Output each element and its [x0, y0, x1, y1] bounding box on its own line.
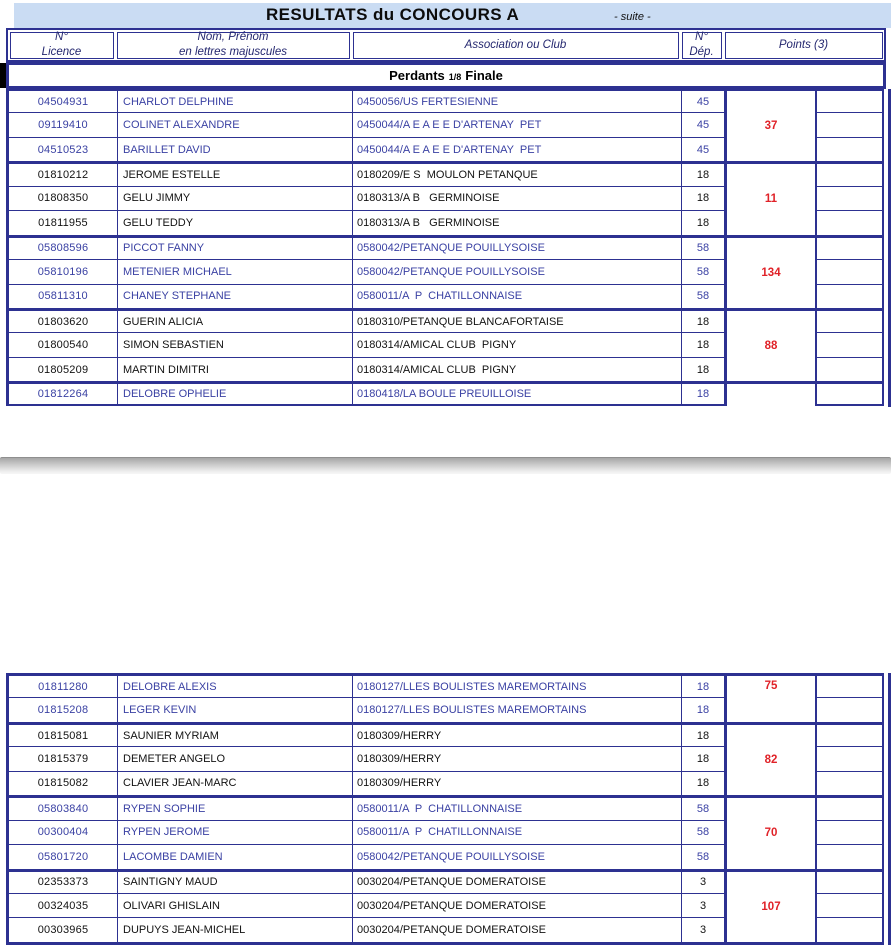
licence-cell: 01812264 — [37, 387, 89, 400]
club-cell: 0180313/A B GERMINOISE — [352, 187, 681, 210]
table-row — [9, 112, 724, 136]
empty-cell — [817, 357, 882, 381]
empty-cell — [817, 238, 882, 259]
title-band — [14, 3, 891, 28]
dep-cell: 18 — [681, 311, 724, 332]
club-cell: 0030204/PETANQUE DOMERATOISE — [352, 872, 681, 893]
licence-cell: 01815208 — [37, 704, 89, 717]
empty-column — [815, 311, 884, 381]
team-group — [6, 89, 884, 161]
club-cell: 0180127/LLES BOULISTES MAREMORTAINS — [352, 698, 681, 721]
licence-cell: 01815082 — [37, 777, 89, 790]
table-row — [9, 676, 724, 697]
empty-cell — [817, 384, 882, 405]
empty-cell — [817, 746, 882, 770]
empty-cell — [817, 917, 882, 941]
licence-cell: 01815081 — [37, 729, 89, 742]
column-header-club — [353, 32, 679, 59]
empty-cell — [817, 210, 882, 234]
empty-column — [815, 725, 884, 795]
table-row — [9, 746, 724, 770]
page-title-suite: - suite - — [614, 11, 651, 23]
table-row — [9, 137, 724, 161]
table-row — [9, 164, 724, 185]
team-group-rows — [6, 311, 724, 381]
table-row — [9, 186, 724, 210]
dep-cell: 58 — [681, 285, 724, 308]
licence-cell: 01811955 — [38, 216, 88, 229]
team-group — [6, 673, 884, 722]
column-header-licence — [10, 32, 114, 59]
empty-cell — [817, 725, 882, 746]
table-row — [9, 259, 724, 283]
team-group — [6, 722, 884, 795]
empty-column — [815, 872, 884, 942]
column-header-dep — [682, 32, 722, 59]
dep-cell: 3 — [681, 918, 724, 941]
points-cell: 107 — [724, 872, 815, 942]
column-header-line: Association ou Club — [464, 38, 567, 51]
empty-cell — [817, 91, 882, 112]
dep-cell: 18 — [681, 747, 724, 770]
dep-cell: 18 — [681, 164, 724, 185]
club-cell: 0580011/A P CHATILLONNAISE — [352, 285, 681, 308]
licence-cell: 05810196 — [37, 265, 89, 278]
licence-cell: 04510523 — [37, 143, 89, 156]
name-cell: RYPEN SOPHIE — [117, 798, 352, 819]
table-row — [9, 798, 724, 819]
points-cell — [724, 384, 815, 405]
empty-cell — [817, 284, 882, 308]
name-cell: GELU JIMMY — [117, 187, 352, 210]
table-row — [9, 893, 724, 917]
licence-cell: 05803840 — [37, 802, 89, 815]
table-row — [9, 872, 724, 893]
table-row — [9, 725, 724, 746]
points-cell: 37 — [724, 91, 815, 161]
name-cell: SAUNIER MYRIAM — [117, 725, 352, 746]
dep-cell: 3 — [681, 872, 724, 893]
club-cell: 0450044/A E A E E D'ARTENAY PET — [352, 113, 681, 136]
name-cell: CHANEY STEPHANE — [117, 285, 352, 308]
team-group — [6, 235, 884, 308]
licence-cell: 00300404 — [37, 826, 89, 839]
empty-cell — [817, 186, 882, 210]
name-cell: MARTIN DIMITRI — [117, 358, 352, 381]
points-cell: 70 — [724, 798, 815, 868]
team-group-rows — [6, 91, 724, 161]
team-group — [6, 308, 884, 381]
team-group-rows — [6, 725, 724, 795]
table-row — [9, 284, 724, 308]
results-table-page2 — [6, 673, 884, 945]
dep-cell: 58 — [681, 260, 724, 283]
dep-cell: 58 — [681, 238, 724, 259]
club-cell: 0450044/A E A E E D'ARTENAY PET — [352, 138, 681, 161]
club-cell: 0580042/PETANQUE POUILLYSOISE — [352, 845, 681, 868]
club-cell: 0580042/PETANQUE POUILLYSOISE — [352, 260, 681, 283]
licence-cell: 01805209 — [37, 363, 89, 376]
club-cell: 0180309/HERRY — [352, 772, 681, 795]
empty-cell — [817, 798, 882, 819]
column-header-points — [725, 32, 883, 59]
licence-cell: 05811310 — [38, 290, 88, 303]
dep-cell: 18 — [681, 211, 724, 234]
table-row — [9, 384, 724, 405]
club-cell: 0180209/E S MOULON PETANQUE — [352, 164, 681, 185]
empty-cell — [817, 112, 882, 136]
club-cell: 0450056/US FERTESIENNE — [352, 91, 681, 112]
empty-cell — [817, 844, 882, 868]
club-cell: 0580042/PETANQUE POUILLYSOISE — [352, 238, 681, 259]
name-cell: DELOBRE OPHELIE — [117, 384, 352, 403]
empty-cell — [817, 164, 882, 185]
licence-cell: 01811280 — [38, 680, 88, 693]
column-header-line: Points (3) — [778, 38, 829, 51]
dep-cell: 45 — [681, 113, 724, 136]
team-group-rows — [6, 798, 724, 868]
name-cell: SAINTIGNY MAUD — [117, 872, 352, 893]
licence-cell: 00303965 — [37, 924, 89, 937]
empty-cell — [817, 259, 882, 283]
empty-cell — [817, 820, 882, 844]
dep-cell: 18 — [681, 358, 724, 381]
dep-cell: 45 — [681, 91, 724, 112]
empty-cell — [817, 311, 882, 332]
team-group-rows — [6, 164, 724, 234]
page-break-separator — [0, 457, 891, 474]
licence-cell: 05808596 — [37, 242, 89, 255]
dep-cell: 18 — [681, 676, 724, 697]
club-cell: 0180309/HERRY — [352, 747, 681, 770]
club-cell: 0030204/PETANQUE DOMERATOISE — [352, 918, 681, 941]
table-row — [9, 357, 724, 381]
name-cell: DELOBRE ALEXIS — [117, 676, 352, 697]
club-cell: 0030204/PETANQUE DOMERATOISE — [352, 894, 681, 917]
section-label: Perdants — [389, 68, 445, 83]
licence-cell: 01808350 — [37, 192, 89, 205]
name-cell: PICCOT FANNY — [117, 238, 352, 259]
name-cell: DEMETER ANGELO — [117, 747, 352, 770]
points-cell: 88 — [724, 311, 815, 381]
name-cell: GUERIN ALICIA — [117, 311, 352, 332]
team-group-rows — [6, 676, 724, 722]
points-cell: 11 — [724, 164, 815, 234]
empty-column — [815, 798, 884, 868]
dep-cell: 18 — [681, 698, 724, 721]
club-cell: 0180313/A B GERMINOISE — [352, 211, 681, 234]
table-row — [9, 311, 724, 332]
club-cell: 0580011/A P CHATILLONNAISE — [352, 798, 681, 819]
name-cell: BARILLET DAVID — [117, 138, 352, 161]
section-label: Finale — [465, 68, 503, 83]
empty-cell — [817, 872, 882, 893]
dep-cell: 18 — [681, 384, 724, 403]
licence-cell: 00324035 — [37, 899, 89, 912]
results-table-page1 — [6, 89, 884, 406]
team-group-rows — [6, 872, 724, 942]
dep-cell: 18 — [681, 772, 724, 795]
dep-cell: 18 — [681, 725, 724, 746]
table-row — [9, 917, 724, 941]
empty-column — [815, 164, 884, 234]
dep-cell: 58 — [681, 845, 724, 868]
column-header-line: N° — [695, 31, 708, 44]
table-row — [9, 697, 724, 721]
empty-cell — [817, 137, 882, 161]
team-group — [6, 161, 884, 234]
table-column-header — [6, 28, 886, 62]
empty-column — [815, 238, 884, 308]
name-cell: JEROME ESTELLE — [117, 164, 352, 185]
licence-cell: 01810212 — [37, 169, 89, 182]
empty-column — [815, 676, 884, 722]
empty-cell — [817, 771, 882, 795]
team-group-rows — [6, 384, 724, 405]
club-cell: 0180309/HERRY — [352, 725, 681, 746]
table-row — [9, 771, 724, 795]
dep-cell: 3 — [681, 894, 724, 917]
dep-cell: 18 — [681, 333, 724, 356]
empty-column — [815, 91, 884, 161]
table-row — [9, 820, 724, 844]
name-cell: GELU TEDDY — [117, 211, 352, 234]
dep-cell: 18 — [681, 187, 724, 210]
name-cell: LACOMBE DAMIEN — [117, 845, 352, 868]
name-cell: COLINET ALEXANDRE — [117, 113, 352, 136]
table-row — [9, 210, 724, 234]
name-cell: LEGER KEVIN — [117, 698, 352, 721]
points-cell: 82 — [724, 725, 815, 795]
empty-cell — [817, 893, 882, 917]
club-cell: 0180310/PETANQUE BLANCAFORTAISE — [352, 311, 681, 332]
page-title: RESULTATS du CONCOURS A — [266, 5, 520, 24]
points-cell: 75 — [724, 676, 815, 722]
table-row — [9, 91, 724, 112]
empty-cell — [817, 332, 882, 356]
team-group — [6, 381, 884, 405]
section-header-perdants — [6, 62, 886, 89]
column-header-line: en lettres majuscules — [178, 46, 288, 58]
club-cell: 0580011/A P CHATILLONNAISE — [352, 821, 681, 844]
name-cell: RYPEN JEROME — [117, 821, 352, 844]
column-header-line: Dép. — [689, 46, 714, 58]
licence-cell: 04504931 — [37, 95, 89, 108]
licence-cell: 05801720 — [37, 850, 89, 863]
column-header-line: N° — [55, 31, 68, 44]
empty-cell — [817, 676, 882, 697]
team-group — [6, 869, 884, 942]
table-row — [9, 332, 724, 356]
club-cell: 0180127/LLES BOULISTES MAREMORTAINS — [352, 676, 681, 697]
club-cell: 0180418/LA BOULE PREUILLOISE — [352, 384, 681, 403]
empty-cell — [817, 697, 882, 721]
empty-column — [815, 384, 884, 405]
points-cell: 134 — [724, 238, 815, 308]
column-header-line: Licence — [41, 46, 82, 58]
name-cell: OLIVARI GHISLAIN — [117, 894, 352, 917]
licence-cell: 02353373 — [37, 876, 89, 889]
team-group — [6, 795, 884, 868]
section-fraction: 1/8 — [448, 71, 462, 82]
name-cell: SIMON SEBASTIEN — [117, 333, 352, 356]
club-cell: 0180314/AMICAL CLUB PIGNY — [352, 358, 681, 381]
team-group-rows — [6, 238, 724, 308]
table-row — [9, 238, 724, 259]
licence-cell: 01803620 — [37, 315, 89, 328]
licence-cell: 01815379 — [37, 753, 89, 766]
name-cell: DUPUYS JEAN-MICHEL — [117, 918, 352, 941]
club-cell: 0180314/AMICAL CLUB PIGNY — [352, 333, 681, 356]
name-cell: CHARLOT DELPHINE — [117, 91, 352, 112]
name-cell: CLAVIER JEAN-MARC — [117, 772, 352, 795]
licence-cell: 01800540 — [37, 339, 89, 352]
dep-cell: 45 — [681, 138, 724, 161]
column-header-line: Nom, Prénom — [197, 31, 269, 44]
dep-cell: 58 — [681, 821, 724, 844]
dep-cell: 58 — [681, 798, 724, 819]
table-row — [9, 844, 724, 868]
name-cell: METENIER MICHAEL — [117, 260, 352, 283]
licence-cell: 09119410 — [38, 119, 88, 132]
column-header-name — [117, 32, 350, 59]
